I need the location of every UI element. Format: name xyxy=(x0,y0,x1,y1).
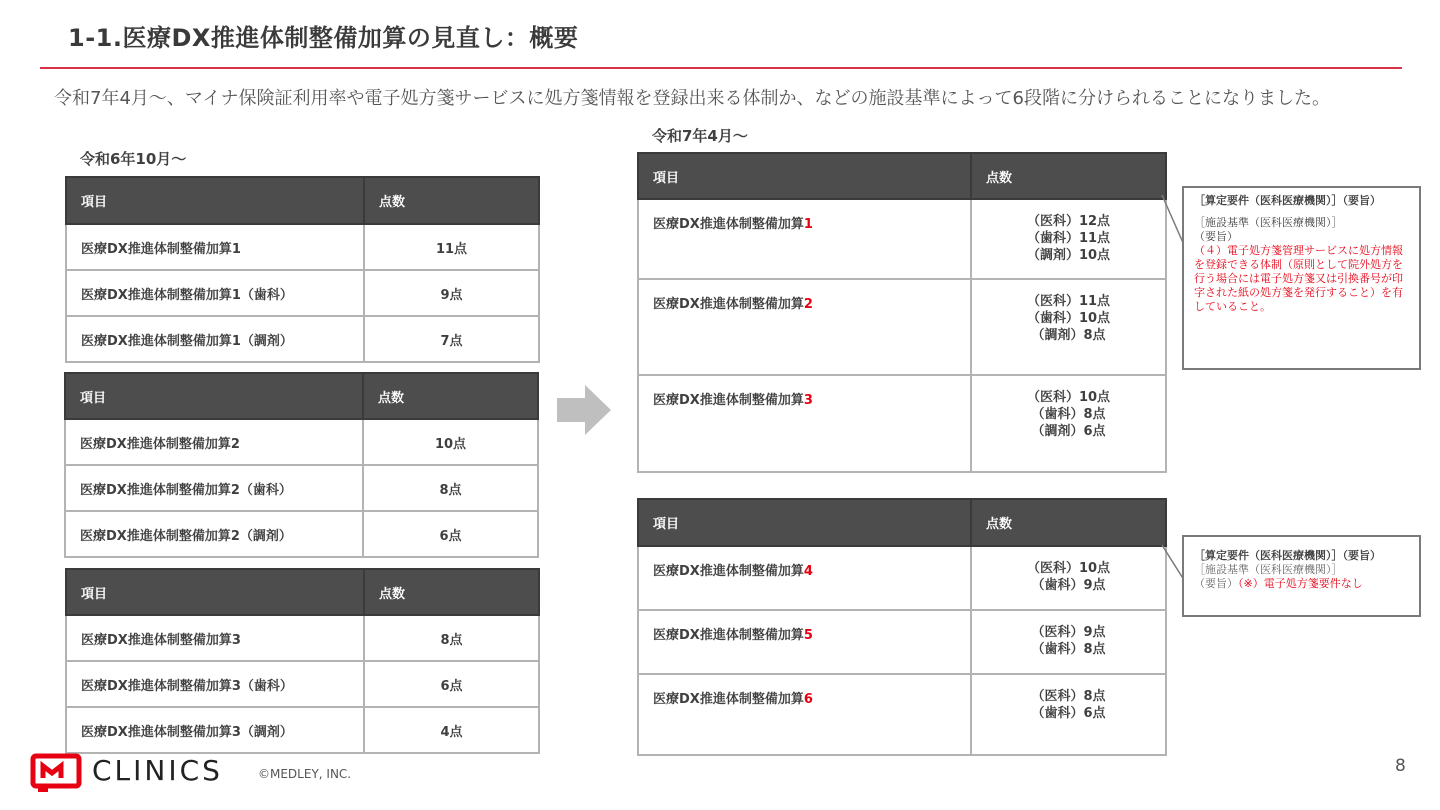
new-table-1 xyxy=(637,152,1167,473)
row-label: 医療DX推進体制整備加算2 xyxy=(638,279,971,375)
row-points: 10点 xyxy=(363,419,538,465)
right-section-label: 令和7年4月〜 xyxy=(652,127,748,145)
row-points: （医科）9点 （歯科）8点 xyxy=(971,610,1166,674)
old-table-1 xyxy=(65,176,540,363)
note-sub2: （要旨） xyxy=(1194,577,1238,590)
table-row xyxy=(66,316,539,362)
column-header-points: 点数 xyxy=(971,153,1166,199)
row-label: 医療DX推進体制整備加算1（歯科） xyxy=(66,270,364,316)
row-points: （医科）8点 （歯科）6点 xyxy=(971,674,1166,755)
level-number: 4 xyxy=(803,564,813,579)
column-header-item: 項目 xyxy=(66,177,364,224)
row-points: 8点 xyxy=(363,465,538,511)
clinics-logo-icon xyxy=(30,753,82,793)
row-label: 医療DX推進体制整備加算2（歯科） xyxy=(65,465,363,511)
table-row xyxy=(638,199,1166,279)
note-heading: ［算定要件（医科医療機関）］（要旨） xyxy=(1194,194,1381,207)
level-number: 6 xyxy=(803,692,813,707)
column-header-item: 項目 xyxy=(66,569,364,615)
left-section-label: 令和6年10月〜 xyxy=(80,150,187,168)
new-table-2 xyxy=(637,498,1167,756)
column-header-points: 点数 xyxy=(364,177,539,224)
table-row xyxy=(66,224,539,270)
row-label: 医療DX推進体制整備加算3 xyxy=(638,375,971,472)
table-row xyxy=(66,707,539,753)
brand-name: CLINICS xyxy=(92,754,223,787)
table-row xyxy=(638,375,1166,472)
table-row xyxy=(65,465,538,511)
old-table-2 xyxy=(64,372,539,558)
row-label: 医療DX推進体制整備加算3 xyxy=(66,615,364,661)
row-points: 6点 xyxy=(364,661,539,707)
note-sub1: ［施設基準（医科医療機関）］ xyxy=(1194,216,1343,229)
row-label: 医療DX推進体制整備加算3（歯科） xyxy=(66,661,364,707)
column-header-points: 点数 xyxy=(364,569,539,615)
right-arrow-icon xyxy=(557,385,611,435)
note-sub1: ［施設基準（医科医療機関）］ xyxy=(1194,563,1343,576)
row-label: 医療DX推進体制整備加算4 xyxy=(638,546,971,610)
column-header-item: 項目 xyxy=(638,499,971,546)
row-label: 医療DX推進体制整備加算2（調剤） xyxy=(65,511,363,557)
note-heading: ［算定要件（医科医療機関）］（要旨） xyxy=(1194,549,1381,562)
row-points: 11点 xyxy=(364,224,539,270)
table-row xyxy=(65,511,538,557)
requirements-note-1 xyxy=(1182,186,1421,370)
row-points: 4点 xyxy=(364,707,539,753)
row-points: （医科）10点 （歯科）8点 （調剤）6点 xyxy=(971,375,1166,472)
title-divider xyxy=(40,67,1402,69)
intro-text: 令和7年4月〜、マイナ保険証利用率や電子処方箋サービスに処方箋情報を登録出来る体制か、などの施設基準によって6段階に分けられることになりました。 xyxy=(54,88,1330,109)
row-points: 9点 xyxy=(364,270,539,316)
page-title: 1-1.医療DX推進体制整備加算の見直し：概要 xyxy=(68,24,579,52)
table-row xyxy=(65,419,538,465)
row-points: （医科）10点 （歯科）9点 xyxy=(971,546,1166,610)
column-header-points: 点数 xyxy=(363,373,538,419)
row-points: 8点 xyxy=(364,615,539,661)
table-row xyxy=(66,270,539,316)
level-number: 1 xyxy=(803,217,813,232)
row-label: 医療DX推進体制整備加算1 xyxy=(638,199,971,279)
row-label: 医療DX推進体制整備加算2 xyxy=(65,419,363,465)
page-number: 8 xyxy=(1395,756,1406,776)
old-table-3 xyxy=(65,568,540,754)
copyright: ©MEDLEY, INC. xyxy=(258,767,352,781)
note-body: （４）電子処方箋管理サービスに処方情報を登録できる体制（原則として院外処方を行う場合には電子処方箋又は引換番号が印字された紙の処方箋を発行すること）を有していること。 xyxy=(1194,244,1403,313)
requirements-note-2 xyxy=(1182,535,1421,617)
row-points: 7点 xyxy=(364,316,539,362)
row-points: （医科）11点 （歯科）10点 （調剤）8点 xyxy=(971,279,1166,375)
column-header-item: 項目 xyxy=(65,373,363,419)
level-number: 2 xyxy=(803,297,813,312)
row-label: 医療DX推進体制整備加算3（調剤） xyxy=(66,707,364,753)
row-label: 医療DX推進体制整備加算6 xyxy=(638,674,971,755)
table-row xyxy=(638,279,1166,375)
row-label: 医療DX推進体制整備加算1（調剤） xyxy=(66,316,364,362)
note-sub2: （要旨） xyxy=(1194,230,1238,243)
row-label: 医療DX推進体制整備加算5 xyxy=(638,610,971,674)
table-row xyxy=(66,615,539,661)
note-red-text: （※）電子処方箋要件なし xyxy=(1238,577,1363,590)
column-header-item: 項目 xyxy=(638,153,971,199)
table-row xyxy=(638,546,1166,610)
table-row xyxy=(638,674,1166,755)
column-header-points: 点数 xyxy=(971,499,1166,546)
row-points: （医科）12点 （歯科）11点 （調剤）10点 xyxy=(971,199,1166,279)
table-row xyxy=(66,661,539,707)
row-points: 6点 xyxy=(363,511,538,557)
table-row xyxy=(638,610,1166,674)
row-label: 医療DX推進体制整備加算1 xyxy=(66,224,364,270)
level-number: 5 xyxy=(803,628,813,643)
level-number: 3 xyxy=(803,393,813,408)
